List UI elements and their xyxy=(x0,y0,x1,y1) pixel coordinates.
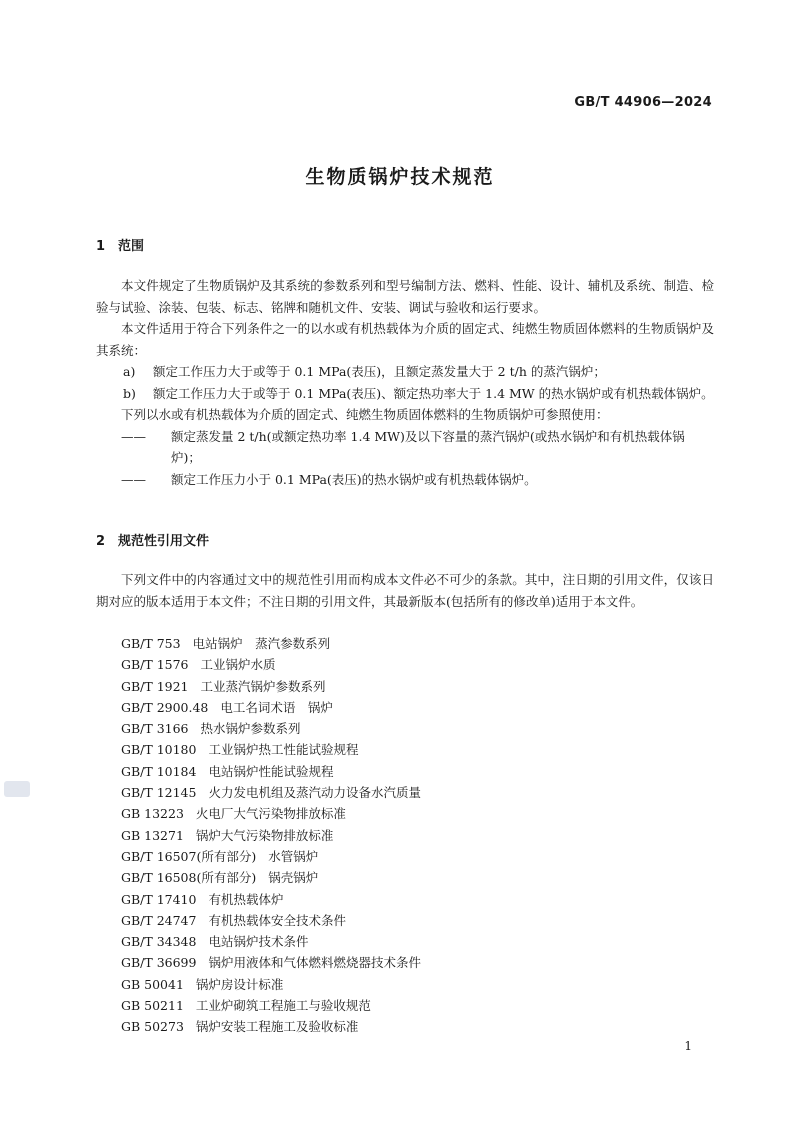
list-label: b) xyxy=(123,385,136,401)
reference-code: GB/T 3166 xyxy=(121,721,189,737)
dash-symbol: —— xyxy=(121,428,146,444)
reference-code: GB/T 1576 xyxy=(121,657,189,673)
section-title: 规范性引用文件 xyxy=(118,534,210,549)
document-title: 生物质锅炉技术规范 xyxy=(305,166,495,188)
section-number: 1 xyxy=(96,239,106,254)
list-label: a) xyxy=(123,364,136,379)
reference-code: GB/T 2900.48 xyxy=(121,699,209,715)
reference-code: GB/T 753 xyxy=(121,636,181,651)
reference-item xyxy=(121,739,421,760)
reference-code: GB/T 10180 xyxy=(121,742,197,758)
reference-code: GB 50273 xyxy=(121,1019,184,1035)
reference-item xyxy=(121,718,421,739)
reference-item xyxy=(121,782,421,803)
reference-item xyxy=(121,761,421,782)
standard-number: GB/T 44906—2024 xyxy=(574,95,712,110)
reference-title: 锅炉用液体和气体燃料燃烧器技术条件 xyxy=(208,955,421,971)
reference-item xyxy=(121,697,421,718)
reference-code: GB/T 24747 xyxy=(121,912,197,928)
reference-title: 工业锅炉水质 xyxy=(200,657,276,673)
reference-title: 工业锅炉热工性能试验规程 xyxy=(208,742,359,758)
reference-code: GB 13271 xyxy=(121,827,184,843)
reference-item xyxy=(121,952,421,973)
reference-code: GB/T 16508(所有部分) xyxy=(121,870,257,886)
reference-title: 工业炉砌筑工程施工与验收规范 xyxy=(195,998,371,1014)
reference-title: 锅壳锅炉 xyxy=(268,870,319,886)
list-text: 额定工作压力大于或等于 0.1 MPa(表压)，且额定蒸发量大于 2 t/h 的蒸汽锅炉； xyxy=(153,364,606,379)
paragraph: 下列以水或有机热载体为介质的固定式、纯燃生物质固体燃料的生物质锅炉可参照使用： xyxy=(121,407,609,422)
section-2-intro xyxy=(96,569,714,612)
reference-code: GB/T 12145 xyxy=(121,785,197,801)
reference-item xyxy=(121,654,421,675)
reference-item xyxy=(121,1016,421,1037)
dash-item xyxy=(121,469,714,491)
reference-title: 电站锅炉技术条件 xyxy=(208,934,309,950)
reference-title: 火电厂大气污染物排放标准 xyxy=(195,806,346,822)
reference-item xyxy=(121,846,421,867)
reference-code: GB 13223 xyxy=(121,806,184,822)
reference-code: GB/T 34348 xyxy=(121,934,197,950)
reference-title: 电站锅炉 蒸汽参数系列 xyxy=(192,636,331,651)
reference-item xyxy=(121,825,421,846)
reference-item xyxy=(121,676,421,697)
list-item xyxy=(96,383,714,405)
dash-text: 额定蒸发量 2 t/h(或额定热功率 1.4 MW)及以下容量的蒸汽锅炉(或热水锅炉和有机热载体锅炉)； xyxy=(171,428,685,465)
dash-symbol: —— xyxy=(121,471,146,487)
reference-item xyxy=(121,889,421,910)
reference-item xyxy=(121,633,421,654)
reference-title: 有机热载体炉 xyxy=(208,891,284,907)
reference-title: 锅炉大气污染物排放标准 xyxy=(195,827,334,843)
reference-code: GB 50041 xyxy=(121,976,184,992)
reference-item xyxy=(121,910,421,931)
reference-item xyxy=(121,974,421,995)
reference-code: GB/T 1921 xyxy=(121,678,189,694)
reference-item xyxy=(121,931,421,952)
reference-title: 锅炉房设计标准 xyxy=(195,976,284,992)
paragraph: 本文件适用于符合下列条件之一的以水或有机热载体为介质的固定式、纯燃生物质固体燃料的生物质锅炉及其系统： xyxy=(96,321,714,358)
list-item xyxy=(96,361,714,383)
reference-item xyxy=(121,867,421,888)
reference-title: 火力发电机组及蒸汽动力设备水汽质量 xyxy=(208,785,421,801)
reference-title: 水管锅炉 xyxy=(268,848,319,864)
section-1-body xyxy=(96,275,714,490)
reference-title: 工业蒸汽锅炉参数系列 xyxy=(200,678,326,694)
reference-code: GB/T 36699 xyxy=(121,955,197,971)
reference-title: 有机热载体安全技术条件 xyxy=(208,912,346,928)
section-1-heading xyxy=(96,235,144,254)
section-2-heading xyxy=(96,530,209,549)
reference-code: GB 50211 xyxy=(121,998,184,1014)
section-title: 范围 xyxy=(118,239,145,254)
dash-text: 额定工作压力小于 0.1 MPa(表压)的热水锅炉或有机热载体锅炉。 xyxy=(171,471,537,487)
page-number: 1 xyxy=(684,1039,692,1053)
reference-item xyxy=(121,995,421,1016)
list-text: 额定工作压力大于或等于 0.1 MPa(表压)、额定热功率大于 1.4 MW 的热水锅炉或有机热载体锅炉。 xyxy=(153,385,714,401)
reference-item xyxy=(121,803,421,824)
dash-item xyxy=(121,426,714,469)
side-watermark-logo xyxy=(4,781,30,797)
reference-title: 热水锅炉参数系列 xyxy=(200,721,301,737)
reference-code: GB/T 10184 xyxy=(121,763,197,779)
paragraph: 下列文件中的内容通过文中的规范性引用而构成本文件必不可少的条款。其中，注日期的引用文件，仅该日期对应的版本适用于本文件；不注日期的引用文件，其最新版本(包括所有的修改单)适用于本文件。 xyxy=(96,572,714,609)
reference-list xyxy=(121,633,421,1038)
reference-code: GB/T 16507(所有部分) xyxy=(121,848,257,864)
reference-title: 电站锅炉性能试验规程 xyxy=(208,763,334,779)
reference-title: 电工名词术语 锅炉 xyxy=(220,699,333,715)
section-number: 2 xyxy=(96,534,106,549)
paragraph: 本文件规定了生物质锅炉及其系统的参数系列和型号编制方法、燃料、性能、设计、辅机及系统、制造、检验与试验、涂装、包装、标志、铭牌和随机文件、安装、调试与验收和运行要求。 xyxy=(96,278,714,315)
reference-title: 锅炉安装工程施工及验收标准 xyxy=(195,1019,359,1035)
reference-code: GB/T 17410 xyxy=(121,891,197,907)
